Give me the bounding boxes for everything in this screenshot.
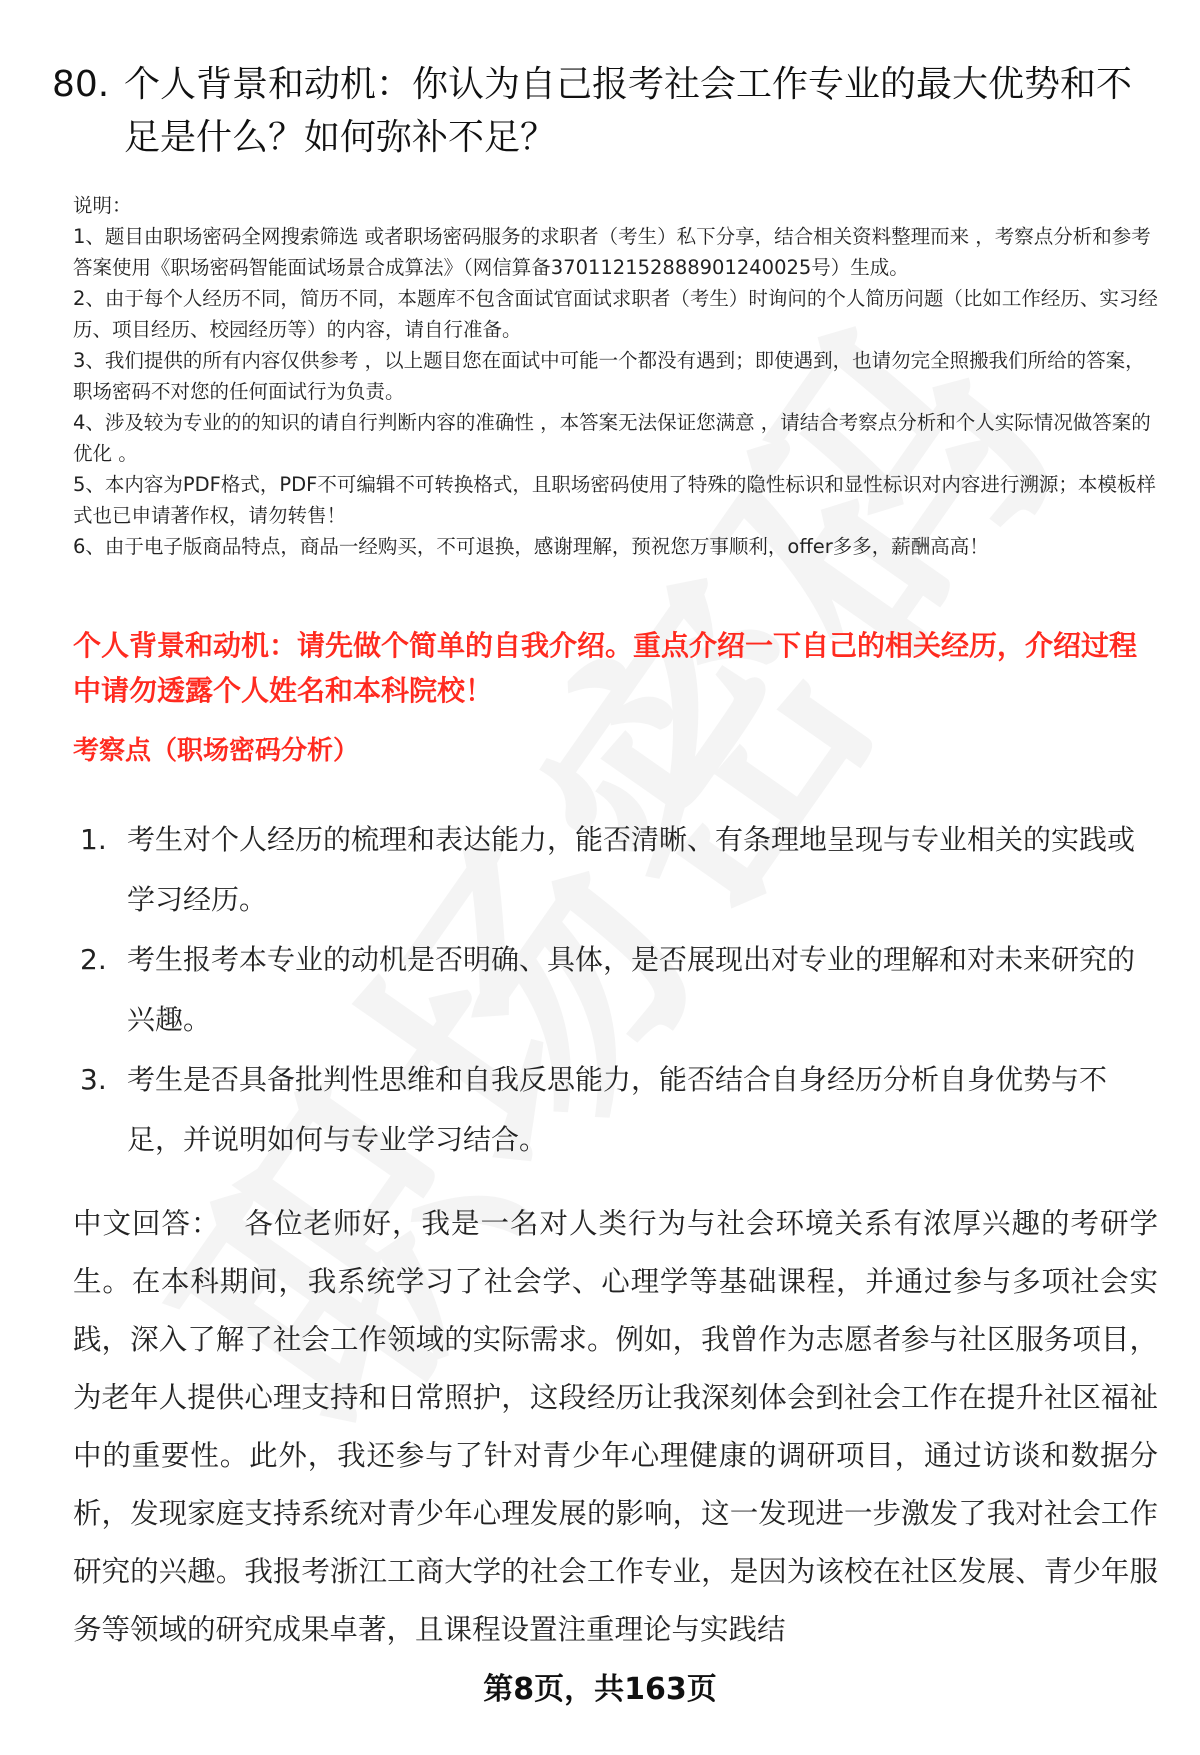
question-heading [52,58,1162,164]
point-number: 3. [80,1063,107,1096]
note-item-2: 2、由于每个人经历不同，简历不同，本题库不包含面试官面试求职者（考生）时询问的个人简历问题（比如工作经历、实习经历、项目经历、校园经历等）的内容，请自行准备。 [73,287,1158,341]
analysis-point [80,810,1155,930]
notes-heading: 说明： [73,194,132,217]
point-text: 考生报考本专业的动机是否明确、具体，是否展现出对专业的理解和对未来研究的兴趣。 [127,943,1136,1036]
note-item-3: 3、我们提供的所有内容仅供参考 ，以上题目您在面试中可能一个都没有遇到；即使遇到，也请勿完全照搬我们所给的答案，职场密码不对您的任何面试行为负责。 [73,349,1145,403]
note-item-4: 4、涉及较为专业的的知识的请自行判断内容的准确性 ，本答案无法保证您满意 ，请结合考察点分析和个人实际情况做答案的优化 。 [73,411,1151,465]
point-text: 考生对个人经历的梳理和表达能力，能否清晰、有条理地呈现与专业相关的实践或学习经历。 [127,823,1136,916]
analysis-title: 考察点（职场密码分析） [73,736,360,766]
analysis-points [80,810,1155,1170]
note-item-5: 5、本内容为PDF格式，PDF不可编辑不可转换格式，且职场密码使用了特殊的隐性标识和显性标识对内容进行溯源；本模板样式也已申请著作权，请勿转售！ [73,473,1156,527]
point-number: 2. [80,943,107,976]
interview-question: 个人背景和动机：请先做个简单的自我介绍。重点介绍一下自己的相关经历，介绍过程中请勿透露个人姓名和本科院校！ [73,629,1138,707]
answer-label: 中文回答： [73,1207,221,1240]
note-item-1: 1、题目由职场密码全网搜索筛选 或者职场密码服务的求职者（考生）私下分享，结合相关资料整理而来 ，考察点分析和参考答案使用《职场密码智能面试场景合成算法》（网信算备370112152888901240025号）生成。 [73,225,1151,279]
point-text: 考生是否具备批判性思维和自我反思能力，能否结合自身经历分析自身优势与不足，并说明如何与专业学习结合。 [127,1063,1108,1156]
analysis-point [80,1050,1155,1170]
note-item-6: 6、由于电子版商品特点，商品一经购买，不可退换，感谢理解，预祝您万事顺利，offer多多，薪酬高高！ [73,535,989,558]
answer-section [73,1195,1158,1659]
analysis-point [80,930,1155,1050]
notes-section [73,190,1158,562]
page-footer: 第8页，共163页 [483,1672,717,1707]
point-number: 1. [80,823,107,856]
question-number: 80. [52,64,110,105]
answer-text: 各位老师好，我是一名对人类行为与社会环境关系有浓厚兴趣的考研学生。在本科期间，我系统学习了社会学、心理学等基础课程，并通过参与多项社会实践，深入了解了社会工作领域的实际需求。例如，我曾作为志愿者参与社区服务项目，为老年人提供心理支持和日常照护，这段经历让我深刻体会到社会工作在提升社区福祉中的重要性。此外，我还参与了针对青少年心理健康的调研项目，通过访谈和数据分析，发现家庭支持系统对青少年心理发展的影响，这一发现进一步激发了我对社会工作研究的兴趣。我报考浙江工商大学的社会工作专业，是因为该校在社区发展、青少年服务等领域的研究成果卓著，且课程设置注重理论与实践结 [73,1207,1158,1646]
question-text: 个人背景和动机：你认为自己报考社会工作专业的最大优势和不足是什么？如何弥补不足？ [124,64,1133,158]
